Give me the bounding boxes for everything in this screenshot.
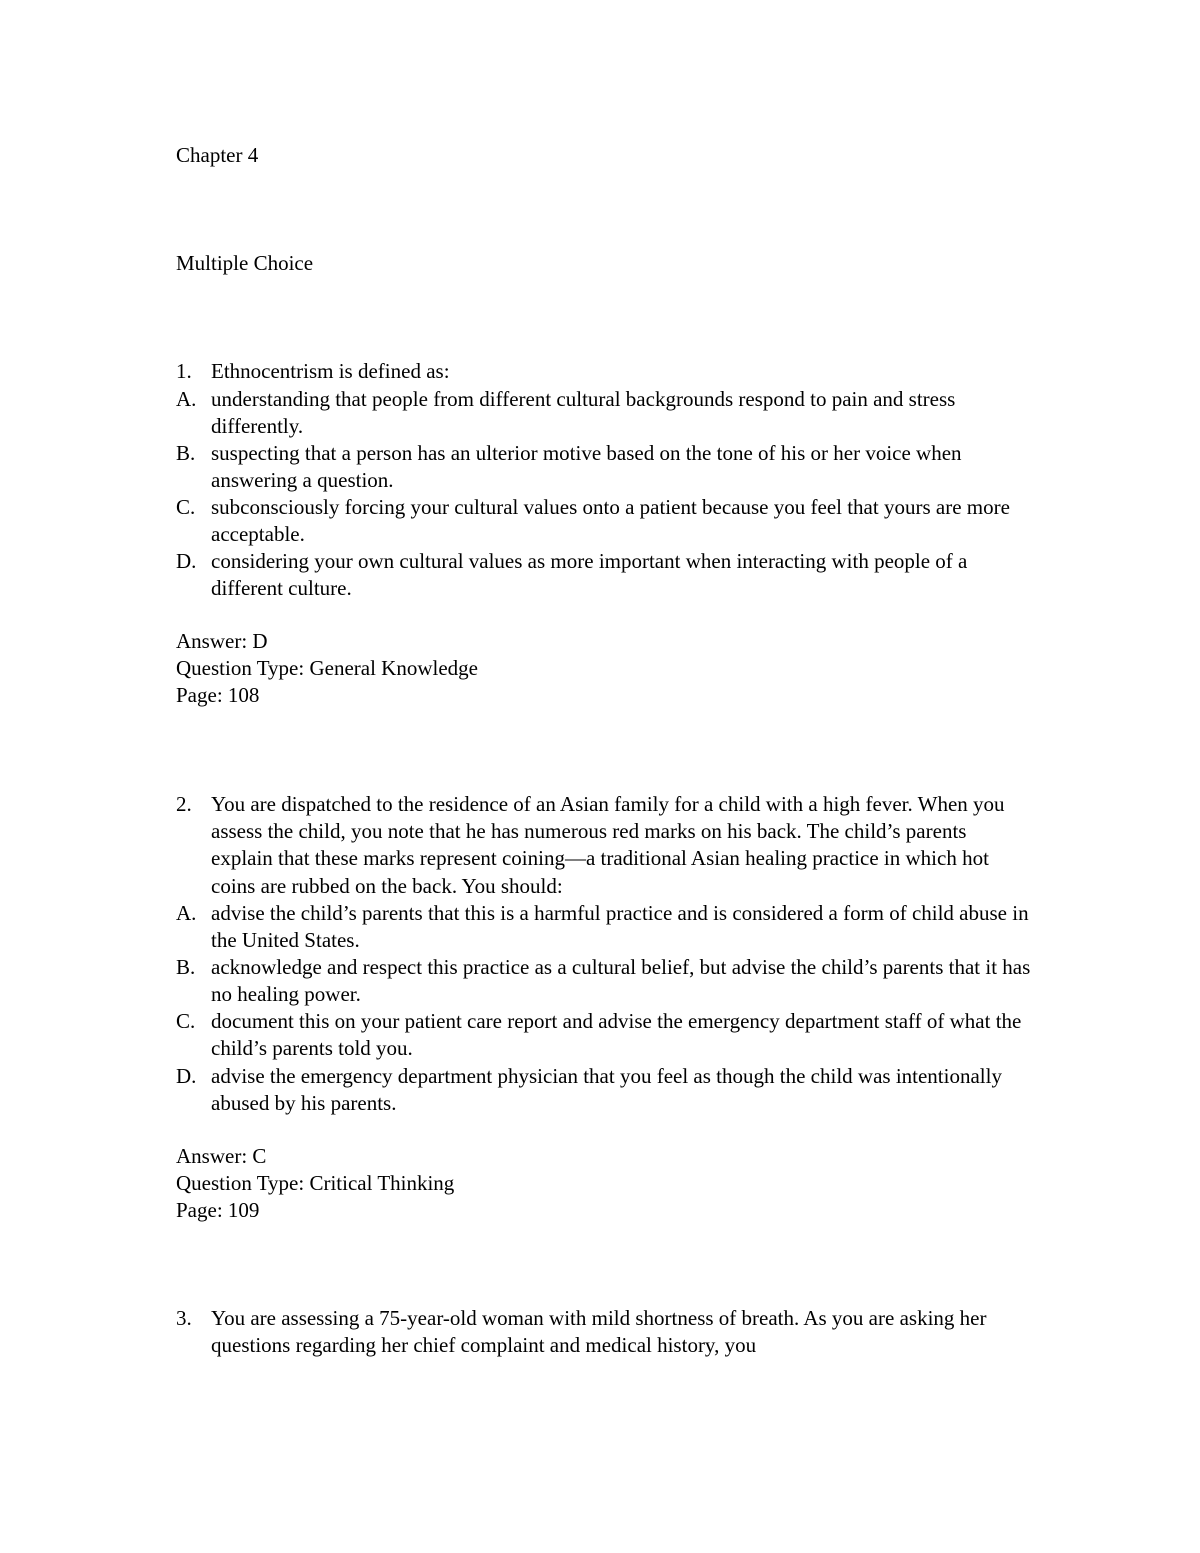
question-1-option-b-letter: B. [176, 441, 196, 465]
question-3-number: 3. [176, 1306, 192, 1330]
question-1-answer: Answer: D [176, 629, 268, 653]
question-2-option-b-letter: B. [176, 955, 196, 979]
question-1-option-c-letter: C. [176, 495, 196, 519]
question-2-option-a: advise the child’s parents that this is a harmful practice and is considered a form of child abuse in the United States. [211, 901, 1029, 953]
question-1-option-d: considering your own cultural values as more important when interacting with people of a different culture. [211, 549, 968, 601]
question-1-page: Page: 108 [176, 683, 260, 707]
question-1-option-b: suspecting that a person has an ulterior motive based on the tone of his or her voice when answering a question. [211, 441, 962, 493]
question-1-option-a: understanding that people from different cultural backgrounds respond to pain and stress differently. [211, 387, 956, 439]
question-2-answer: Answer: C [176, 1144, 267, 1168]
question-1-stem: Ethnocentrism is defined as: [211, 359, 450, 383]
question-2-option-d: advise the emergency department physician that you feel as though the child was intentionally abused by his parents. [211, 1064, 1002, 1116]
question-2-number: 2. [176, 792, 192, 816]
question-1-type: Question Type: General Knowledge [176, 656, 478, 680]
question-2-stem: You are dispatched to the residence of an Asian family for a child with a high fever. When you assess the child, you note that he has numerous red marks on his back. The child’s parents explain that these marks represent coining—a traditional Asian healing practice in which hot coins are rubbed on the back. You should: [211, 792, 1005, 898]
question-2-option-c-letter: C. [176, 1009, 196, 1033]
question-2-page: Page: 109 [176, 1198, 260, 1222]
question-2-type: Question Type: Critical Thinking [176, 1171, 455, 1195]
section-title: Multiple Choice [176, 251, 314, 275]
question-2-option-a-letter: A. [176, 901, 197, 925]
question-1-option-a-letter: A. [176, 387, 197, 411]
question-1-number: 1. [176, 359, 192, 383]
question-3-stem: You are assessing a 75-year-old woman with mild shortness of breath. As you are asking her questions regarding her chief complaint and medical history, you [211, 1306, 987, 1358]
question-2-option-c: document this on your patient care report and advise the emergency department staff of what the child’s parents told you. [211, 1009, 1022, 1061]
chapter-title: Chapter 4 [176, 143, 259, 167]
question-1-option-c: subconsciously forcing your cultural values onto a patient because you feel that yours are more acceptable. [211, 495, 1010, 547]
question-2-option-b: acknowledge and respect this practice as a cultural belief, but advise the child’s parents that it has no healing power. [211, 955, 1031, 1007]
question-1-option-d-letter: D. [176, 549, 197, 573]
question-2-option-d-letter: D. [176, 1064, 197, 1088]
